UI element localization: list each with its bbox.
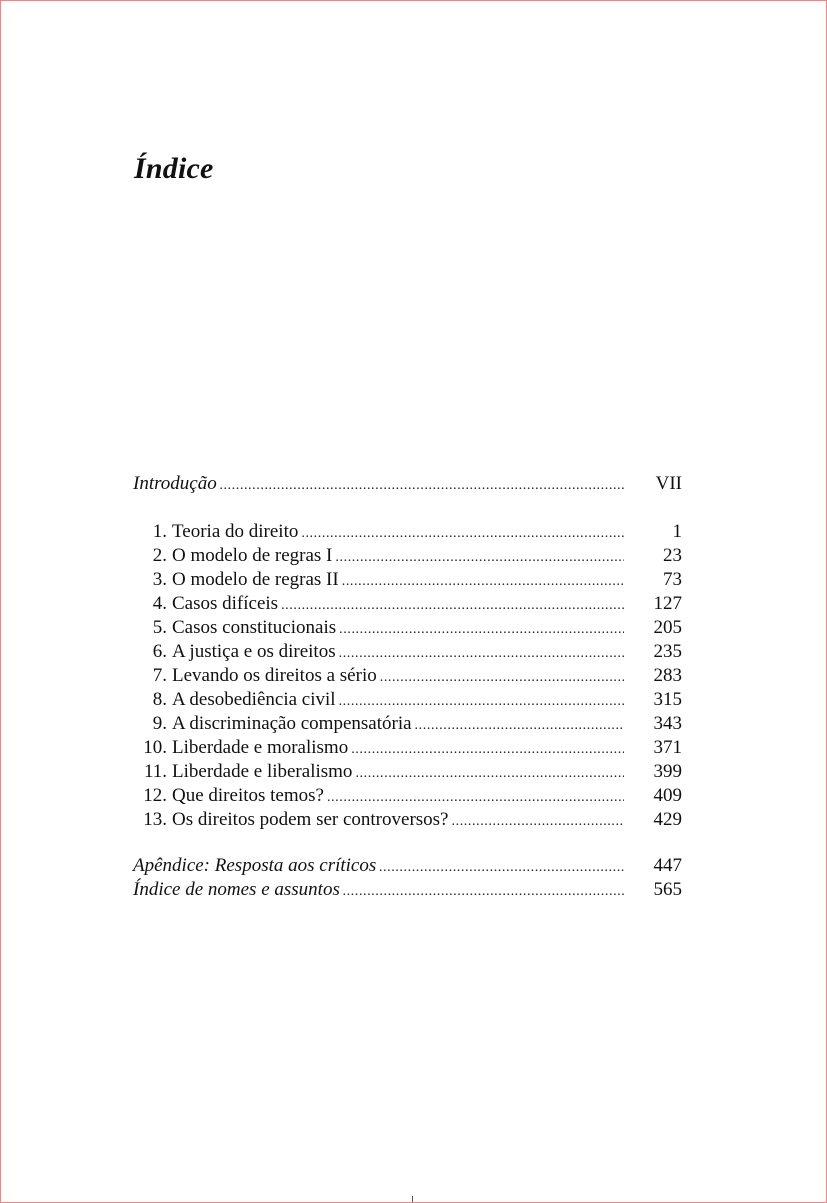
toc-entry-chapter-12[interactable] — [133, 784, 682, 808]
dot-leader — [343, 880, 624, 904]
toc-entry-chapter-1[interactable] — [133, 520, 682, 544]
chapter-page: 235 — [653, 641, 682, 662]
chapter-number: 1. — [152, 521, 167, 542]
dot-leader — [335, 546, 624, 570]
dot-leader — [281, 594, 624, 618]
chapter-title: Teoria do direito — [172, 521, 299, 542]
dot-leader — [327, 786, 624, 810]
chapter-title: Casos constitucionais — [172, 617, 337, 638]
table-of-contents — [133, 472, 682, 902]
chapter-number: 3. — [152, 569, 167, 590]
chapter-number: 5. — [152, 617, 167, 638]
chapter-title: O modelo de regras II — [172, 569, 339, 590]
toc-entry-chapter-3[interactable] — [133, 568, 682, 592]
dot-leader — [355, 762, 624, 786]
chapter-title: A discriminação compensatória — [172, 713, 412, 734]
chapter-page: 23 — [663, 545, 682, 566]
chapter-number: 12. — [143, 785, 167, 806]
toc-entry-chapter-10[interactable] — [133, 736, 682, 760]
dot-leader — [380, 666, 624, 690]
dot-leader — [301, 522, 624, 546]
chapter-page: 429 — [653, 809, 682, 830]
dot-leader — [452, 810, 625, 834]
chapter-number: 6. — [152, 641, 167, 662]
toc-entry-chapter-11[interactable] — [133, 760, 682, 784]
toc-entry-label: Introdução — [133, 473, 217, 494]
chapter-title: Casos difíceis — [172, 593, 279, 614]
chapter-number: 9. — [152, 713, 167, 734]
toc-entry-introduction[interactable] — [133, 472, 682, 496]
toc-entry-chapter-13[interactable] — [133, 808, 682, 832]
dot-leader — [415, 714, 624, 738]
toc-entry-chapter-2[interactable] — [133, 544, 682, 568]
chapter-title: Liberdade e moralismo — [172, 737, 349, 758]
toc-entry-index[interactable] — [133, 878, 682, 902]
chapter-title: O modelo de regras I — [172, 545, 333, 566]
chapter-page: 1 — [672, 521, 682, 542]
chapter-page: 73 — [663, 569, 682, 590]
chapter-title: Levando os direitos a sério — [172, 665, 377, 686]
toc-entry-page: 447 — [653, 855, 682, 876]
dot-leader — [339, 642, 624, 666]
dot-leader — [351, 738, 624, 762]
chapter-number: 13. — [143, 809, 167, 830]
chapter-page: 283 — [653, 665, 682, 686]
crop-mark — [412, 1196, 413, 1202]
toc-entry-chapter-6[interactable] — [133, 640, 682, 664]
toc-entry-label: Apêndice: Resposta aos críticos — [133, 855, 377, 876]
toc-entry-page: VII — [655, 473, 682, 494]
toc-entry-chapter-5[interactable] — [133, 616, 682, 640]
chapter-page: 343 — [653, 713, 682, 734]
chapter-number: 4. — [152, 593, 167, 614]
chapter-page: 399 — [653, 761, 682, 782]
toc-entry-page: 565 — [653, 879, 682, 900]
dot-leader — [379, 856, 624, 880]
chapter-page: 409 — [653, 785, 682, 806]
dot-leader — [339, 690, 624, 714]
chapter-title: A desobediência civil — [172, 689, 336, 710]
toc-entry-chapter-9[interactable] — [133, 712, 682, 736]
chapter-page: 127 — [653, 593, 682, 614]
chapter-title: Os direitos podem ser controversos? — [172, 809, 449, 830]
toc-entry-chapter-7[interactable] — [133, 664, 682, 688]
toc-entry-label: Índice de nomes e assuntos — [133, 879, 340, 900]
page-title: Índice — [134, 152, 214, 185]
chapter-number: 8. — [152, 689, 167, 710]
chapter-title: Liberdade e liberalismo — [172, 761, 353, 782]
toc-entry-appendix[interactable] — [133, 854, 682, 878]
chapter-number: 10. — [143, 737, 167, 758]
chapter-page: 371 — [653, 737, 682, 758]
chapter-number: 11. — [143, 761, 167, 782]
dot-leader — [220, 474, 624, 498]
toc-entry-chapter-8[interactable] — [133, 688, 682, 712]
dot-leader — [342, 570, 624, 594]
chapter-number: 2. — [152, 545, 167, 566]
chapter-title: Que direitos temos? — [172, 785, 324, 806]
chapter-page: 205 — [653, 617, 682, 638]
chapter-number: 7. — [152, 665, 167, 686]
toc-entry-chapter-4[interactable] — [133, 592, 682, 616]
dot-leader — [339, 618, 624, 642]
chapter-page: 315 — [653, 689, 682, 710]
chapter-title: A justiça e os direitos — [172, 641, 336, 662]
